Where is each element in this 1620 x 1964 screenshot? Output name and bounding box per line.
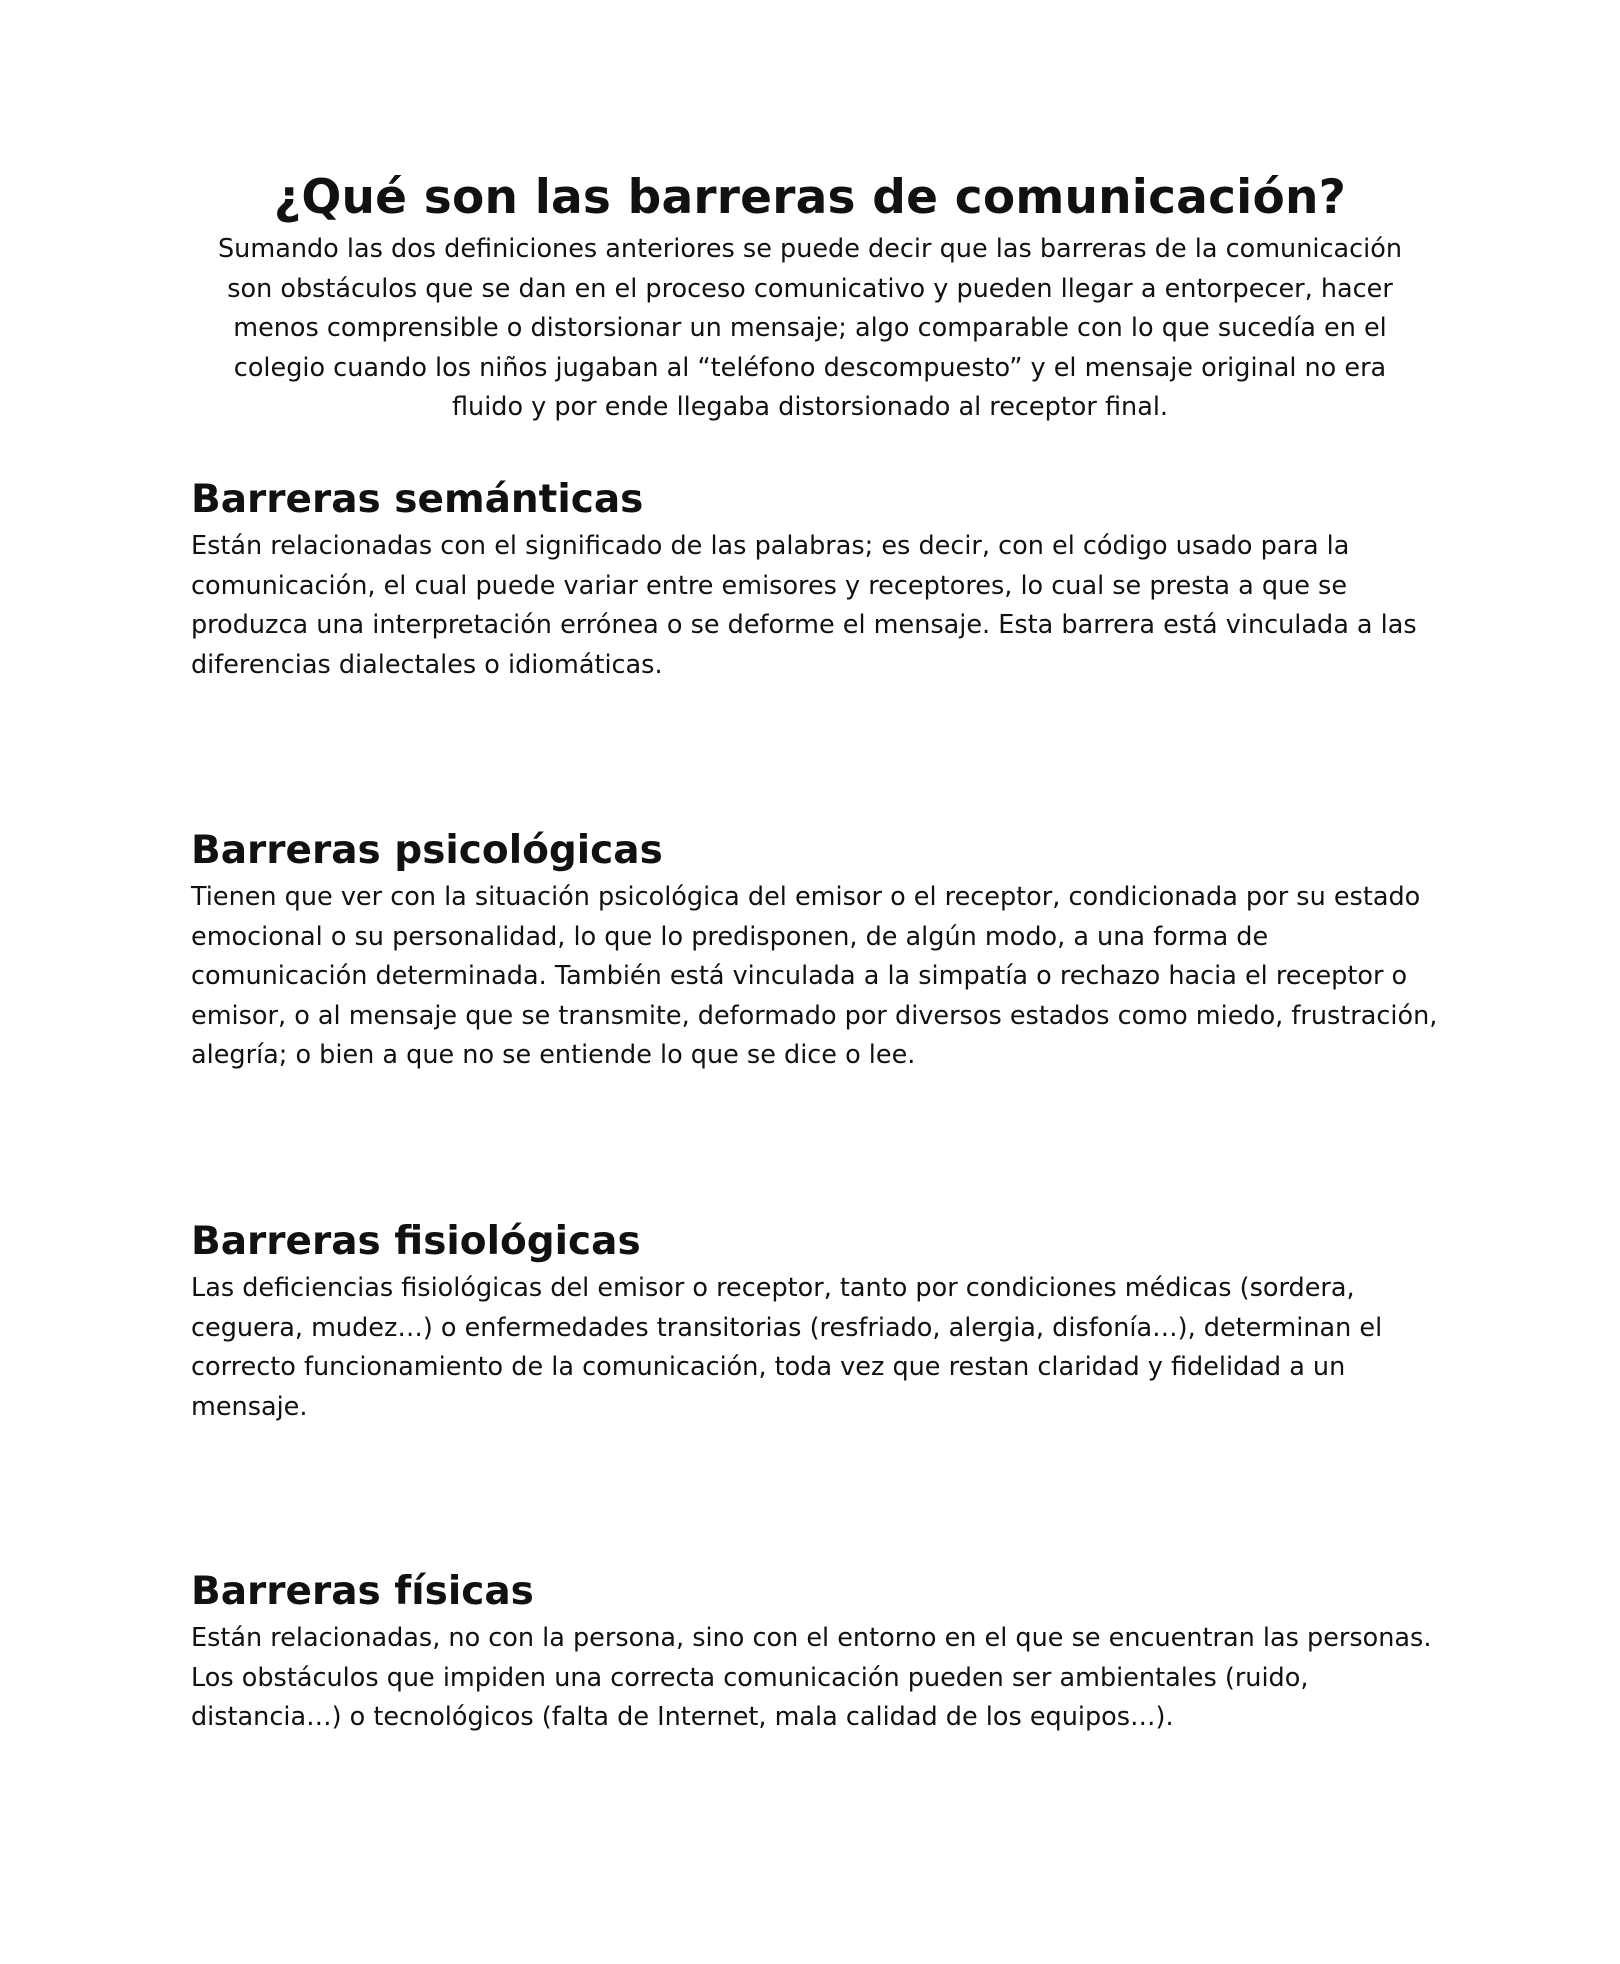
section-psychological-barriers xyxy=(191,824,1441,1076)
section-body: Están relacionadas, no con la persona, sino con el entorno en el que se encuentran las personas. Los obstáculos que impiden una correcta comunicación pueden ser ambientales (ruido, distancia…) o tecnológicos (falta de Internet, mala calidad de los equipos…). xyxy=(191,1623,1432,1732)
section-heading: Barreras fisiológicas xyxy=(191,1219,641,1264)
section-heading: Barreras físicas xyxy=(191,1569,534,1614)
section-heading: Barreras semánticas xyxy=(191,477,644,522)
section-physical-barriers xyxy=(191,1565,1441,1738)
section-physiological-barriers xyxy=(191,1215,1441,1427)
intro-paragraph: Sumando las dos definiciones anteriores se puede decir que las barreras de la comunicación son obstáculos que se dan en el proceso comunicativo y pueden llegar a entorpecer, hacer menos comprensible o distorsionar un mensaje; algo comparable con lo que sucedía en el colegio cuando los niños jugaban al “teléfono descompuesto” y el mensaje original no era fluido y por ende llegaba distorsionado al receptor final. xyxy=(218,234,1402,422)
page-title: ¿Qué son las barreras de comunicación? xyxy=(273,170,1347,226)
section-heading: Barreras psicológicas xyxy=(191,828,663,873)
section-semantic-barriers xyxy=(191,473,1441,685)
section-body: Están relacionadas con el significado de las palabras; es decir, con el código usado para la comunicación, el cual puede variar entre emisores y receptores, lo cual se presta a que se produzca una interpretación errónea o se deforme el mensaje. Esta barrera está vinculada a las diferencias dialectales o idiomáticas. xyxy=(191,531,1417,680)
section-body: Las deficiencias fisiológicas del emisor o receptor, tanto por condiciones médicas (sordera, ceguera, mudez…) o enfermedades transitorias (resfriado, alergia, disfonía…), determinan el correcto funcionamiento de la comunicación, toda vez que restan claridad y fidelidad a un mensaje. xyxy=(191,1273,1383,1422)
section-body: Tienen que ver con la situación psicológica del emisor o el receptor, condicionada por su estado emocional o su personalidad, lo que lo predisponen, de algún modo, a una forma de comunicación determinada. También está vinculada a la simpatía o rechazo hacia el receptor o emisor, o al mensaje que se transmite, deformado por diversos estados como miedo, frustración, alegría; o bien a que no se entiende lo que se dice o lee. xyxy=(191,882,1438,1070)
